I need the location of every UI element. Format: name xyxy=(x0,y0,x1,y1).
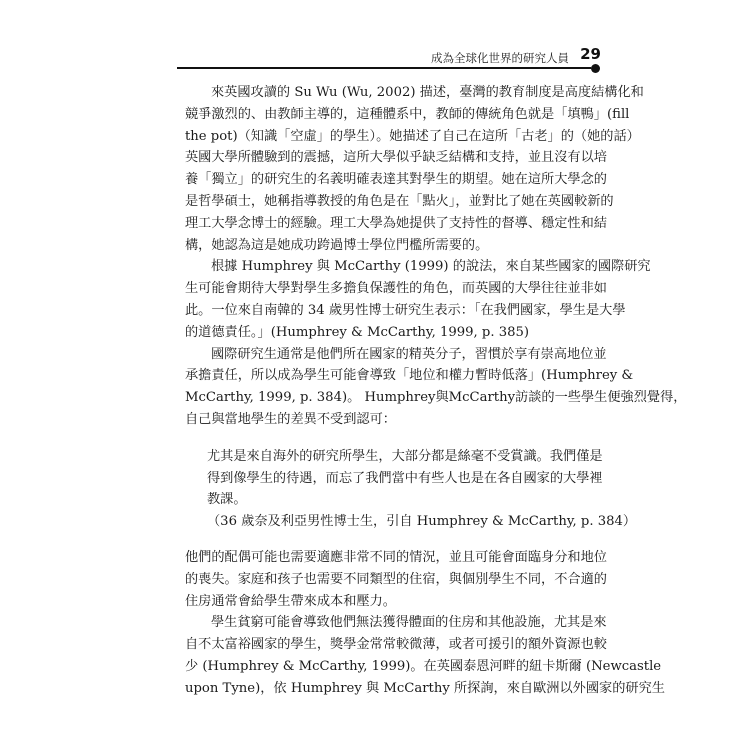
block-quote xyxy=(185,446,637,533)
text-line: upon Tyne)，依 Humphrey 與 McCarthy 所探詢，來自歐洲以外國家的研究生 xyxy=(185,680,665,696)
running-header xyxy=(0,44,750,68)
text-line: 少 (Humphrey & McCarthy, 1999)。在英國泰恩河畔的紐卡斯爾 (Newcastle xyxy=(185,658,662,674)
text-line: 他們的配偶可能也需要適應非常不同的情況，並且可能會面臨身分和地位 xyxy=(185,549,607,565)
text-line: 自不太富裕國家的學生，獎學金常常較微薄，或者可援引的額外資源也較 xyxy=(185,637,607,653)
text-line: 自己與當地學生的差異不受到認可： xyxy=(185,411,396,427)
text-line: 是哲學碩士，她稱指導教授的角色是在「點火」，並對比了她在英國較新的 xyxy=(185,193,614,209)
text-line: McCarthy, 1999, p. 384)。 Humphrey與McCarthy訪談的一些學生便強烈覺得， xyxy=(185,390,687,406)
paragraph xyxy=(185,82,644,256)
text-line: 承擔責任，所以成為學生可能會導致「地位和權力暫時低落」(Humphrey & xyxy=(185,368,634,384)
quote-attribution: （36 歲奈及利亞男性博士生，引自 Humphrey & McCarthy, p. 384） xyxy=(207,514,637,530)
text-line: the pot)（知識「空虛」的學生）。她描述了自己在這所「古老」的（她的話） xyxy=(185,128,640,144)
running-header-title: 成為全球化世界的研究人員 xyxy=(431,51,569,65)
paragraph xyxy=(185,547,607,612)
text-line: 養「獨立」的研究生的名義明確表達其對學生的期望。她在這所大學念的 xyxy=(185,172,607,188)
quote-line: 教課。 xyxy=(207,492,247,508)
text-line: 的道德責任。」(Humphrey & McCarthy, 1999, p. 385) xyxy=(185,324,530,340)
paragraph xyxy=(185,256,651,343)
text-line: 構，她認為這是她成功跨過博士學位門檻所需要的。 xyxy=(185,237,489,253)
paragraph xyxy=(185,344,687,431)
text-line: 的喪失。家庭和孩子也需要不同類型的住宿，與個別學生不同，不合適的 xyxy=(185,571,607,587)
paragraph xyxy=(185,612,665,699)
header-rule-dot xyxy=(591,64,600,73)
text-line: 理工大學念博士的經驗。理工大學為她提供了支持性的督導、穩定性和結 xyxy=(185,215,607,231)
text-line: 學生貧窮可能會導致他們無法獲得體面的住房和其他設施，尤其是來 xyxy=(211,615,607,631)
body-text xyxy=(185,82,687,700)
text-line: 英國大學所體驗到的震撼，這所大學似乎缺乏結構和支持，並且沒有以培 xyxy=(185,150,607,166)
text-line: 此。一位來自南韓的 34 歲男性博士研究生表示：「在我們國家，學生是大學 xyxy=(185,302,626,318)
quote-line: 得到像學生的待遇，而忘了我們當中有些人也是在各自國家的大學裡 xyxy=(207,470,603,486)
quote-line: 尤其是來自海外的研究所學生，大部分都是絲毫不受賞識。我們僅是 xyxy=(207,448,603,464)
text-line: 來英國攻讀的 Su Wu (Wu, 2002) 描述，臺灣的教育制度是高度結構化和 xyxy=(211,85,644,100)
text-line: 國際研究生通常是他們所在國家的精英分子，習慣於享有崇高地位並 xyxy=(211,346,607,362)
page-number: 29 xyxy=(580,45,601,63)
text-line: 競爭激烈的、由教師主導的，這種體系中，教師的傳統角色就是「填鴨」(fill xyxy=(185,106,630,122)
header-rule xyxy=(177,67,591,69)
text-line: 根據 Humphrey 與 McCarthy (1999) 的說法，來自某些國家的國際研究 xyxy=(211,259,651,275)
text-line: 生可能會期待大學對學生多擔負保護性的角色，而英國的大學往往並非如 xyxy=(185,281,607,297)
text-line: 住房通常會給學生帶來成本和壓力。 xyxy=(185,593,396,609)
